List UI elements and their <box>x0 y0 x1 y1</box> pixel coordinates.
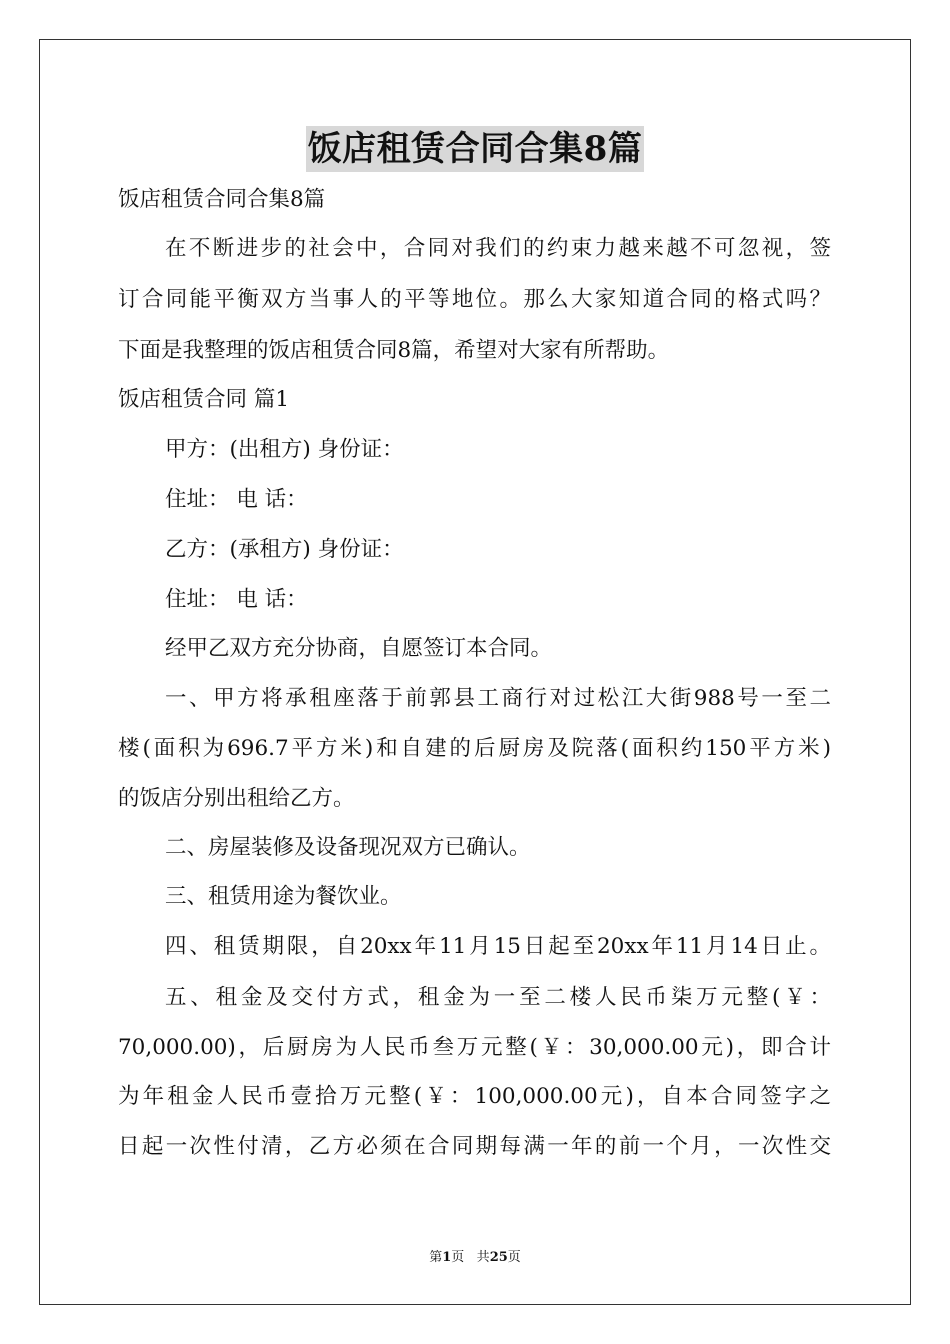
footer-total-prefix: 共 <box>476 1250 490 1265</box>
subtitle-line: 饭店租赁合同合集8篇 <box>118 187 326 212</box>
clause-line: 三、租赁用途为餐饮业。 <box>165 884 402 909</box>
section-heading: 饭店租赁合同 篇1 <box>118 387 290 412</box>
clause-line: 二、房屋装修及设备现况双方已确认。 <box>165 835 531 860</box>
footer-page-number: 1 <box>442 1250 452 1265</box>
page-footer <box>0 1249 950 1267</box>
clause-line: 楼(面积为696.7平方米)和自建的后厨房及院落(面积约150平方米) <box>118 736 831 761</box>
clause-line: 一、甲方将承租座落于前郭县工商行对过松江大街988号一至二 <box>165 686 831 711</box>
party-b-address-line: 住址： 电 话： <box>165 587 308 612</box>
footer-page-suffix: 页 <box>451 1250 465 1265</box>
paragraph-line: 下面是我整理的饭店租赁合同8篇，希望对大家有所帮助。 <box>118 338 670 363</box>
clause-line: 的饭店分别出租给乙方。 <box>118 786 355 811</box>
clause-line: 五、租金及交付方式，租金为一至二楼人民币柒万元整(￥： <box>165 985 831 1010</box>
paragraph-line: 在不断进步的社会中，合同对我们的约束力越来越不可忽视，签 <box>165 236 831 261</box>
page-border <box>39 39 911 1305</box>
footer-total-pages: 25 <box>489 1250 508 1265</box>
paragraph-line: 经甲乙双方充分协商，自愿签订本合同。 <box>165 636 553 661</box>
party-b-line: 乙方：(承租方) 身份证： <box>165 537 404 562</box>
clause-line: 为年租金人民币壹拾万元整(￥：100,000.00元)，自本合同签字之 <box>118 1084 831 1109</box>
paragraph-line: 订合同能平衡双方当事人的平等地位。那么大家知道合同的格式吗？ <box>118 287 831 312</box>
footer-prefix: 第 <box>429 1250 443 1265</box>
party-a-line: 甲方：(出租方) 身份证： <box>165 437 404 462</box>
party-a-address-line: 住址： 电 话： <box>165 487 308 512</box>
title-container <box>0 126 950 172</box>
document-title: 饭店租赁合同合集8篇 <box>306 126 645 172</box>
clause-line: 日起一次性付清，乙方必须在合同期每满一年的前一个月，一次性交 <box>118 1134 831 1159</box>
clause-line: 70,000.00)，后厨房为人民币叁万元整(￥：30,000.00元)，即合计 <box>118 1035 831 1060</box>
footer-total-suffix: 页 <box>507 1250 521 1265</box>
clause-line: 四、租赁期限，自20xx年11月15日起至20xx年11月14日止。 <box>165 934 831 959</box>
